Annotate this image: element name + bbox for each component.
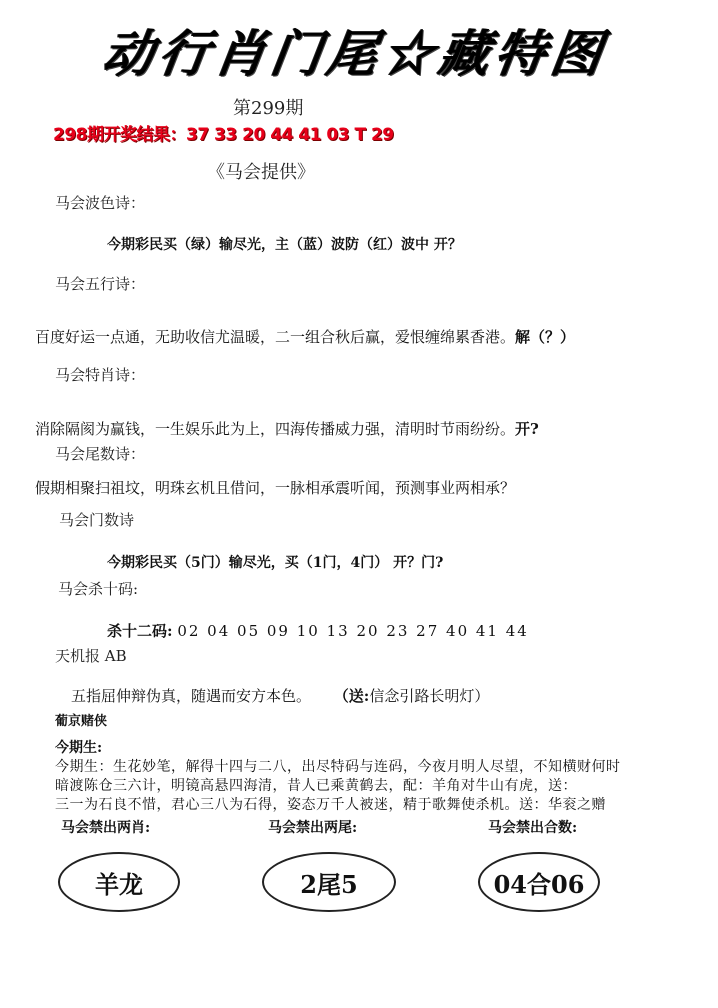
five-elements-label: 马会五行诗：	[55, 275, 146, 293]
zodiac-label: 马会特肖诗：	[55, 366, 146, 384]
forbid-zodiac-label: 马会禁出两肖:	[61, 820, 151, 836]
forbid-zodiac-oval	[58, 852, 180, 912]
zodiac-text: 消除隔阂为赢钱，一生娱乐此为上，四海传播威力强，清明时节雨纷纷。	[35, 420, 516, 438]
wave-line: 今期彩民买（绿）输尽光，主（蓝）波防（红）波中 开？	[107, 237, 462, 253]
tianji-send: 信念引路长明灯）	[369, 687, 490, 705]
kill-label: 马会杀十码:	[58, 580, 139, 598]
forbid-zodiac-value: 羊龙	[95, 869, 143, 899]
jinsheng-line-3: 三一为石良不惜，君心三八为石得，姿态万千人被迷，精于歌舞使杀机。送：华衮之赠	[55, 797, 606, 813]
page-title: 动行肖门尾☆藏特图	[99, 24, 612, 83]
zodiac-suffix: 开?	[515, 420, 539, 438]
door-label: 马会门数诗	[59, 511, 135, 529]
tianji-send-label: （送:	[333, 687, 370, 705]
five-elements-poem	[35, 326, 575, 347]
forbid-tail-value: 2尾5	[300, 869, 358, 899]
casino-label: 葡京赌侠	[55, 714, 108, 729]
jinsheng-line-2: 暗渡陈仓三六计，明镜高悬四海清，昔人已乘黄鹤去，配：羊角对牛山有虎，送：	[55, 778, 577, 794]
five-elements-text: 百度好运一点通，无助收信尤温暖，二一组合秋后赢，爱恨缠绵累香港。	[35, 328, 516, 346]
forbid-tail-label: 马会禁出两尾:	[268, 820, 358, 836]
source-label: 《马会提供》	[207, 162, 315, 183]
kill-row	[107, 620, 529, 641]
tianji-text: 五指屈伸辩伪真，随遇而安方本色。	[71, 687, 312, 705]
door-line: 今期彩民买（5门）输尽光，买（1门，4门） 开？门?	[107, 555, 444, 571]
jinsheng-line-1: 今期生：生花妙笔，解得十四与二八，出尽特码与连码，今夜月明人尽望，不知横财何时	[55, 759, 621, 775]
tianji-line	[71, 685, 489, 706]
tianji-label: 天机报 AB	[55, 647, 127, 665]
tail-poem: 假期相聚扫祖坟，明珠玄机且借问，一脉相承震听闻，预测事业两相承？	[35, 479, 516, 497]
kill-title: 杀十二码:	[107, 622, 173, 640]
draw-result: 298期开奖结果：37 33 20 44 41 03 T 29	[53, 125, 394, 145]
five-elements-suffix: 解（？）	[515, 328, 576, 346]
tail-label: 马会尾数诗：	[55, 445, 146, 463]
forbid-sum-oval	[478, 852, 600, 912]
wave-label: 马会波色诗：	[55, 194, 146, 212]
forbid-tail-oval	[262, 852, 396, 912]
zodiac-poem	[35, 418, 539, 439]
jinsheng-label: 今期生:	[55, 740, 103, 756]
kill-numbers: 02 04 05 09 10 13 20 23 27 40 41 44	[177, 622, 529, 640]
issue-number: 第299期	[233, 98, 304, 119]
forbid-sum-value: 04合06	[493, 869, 585, 899]
forbid-sum-label: 马会禁出合数:	[488, 820, 578, 836]
